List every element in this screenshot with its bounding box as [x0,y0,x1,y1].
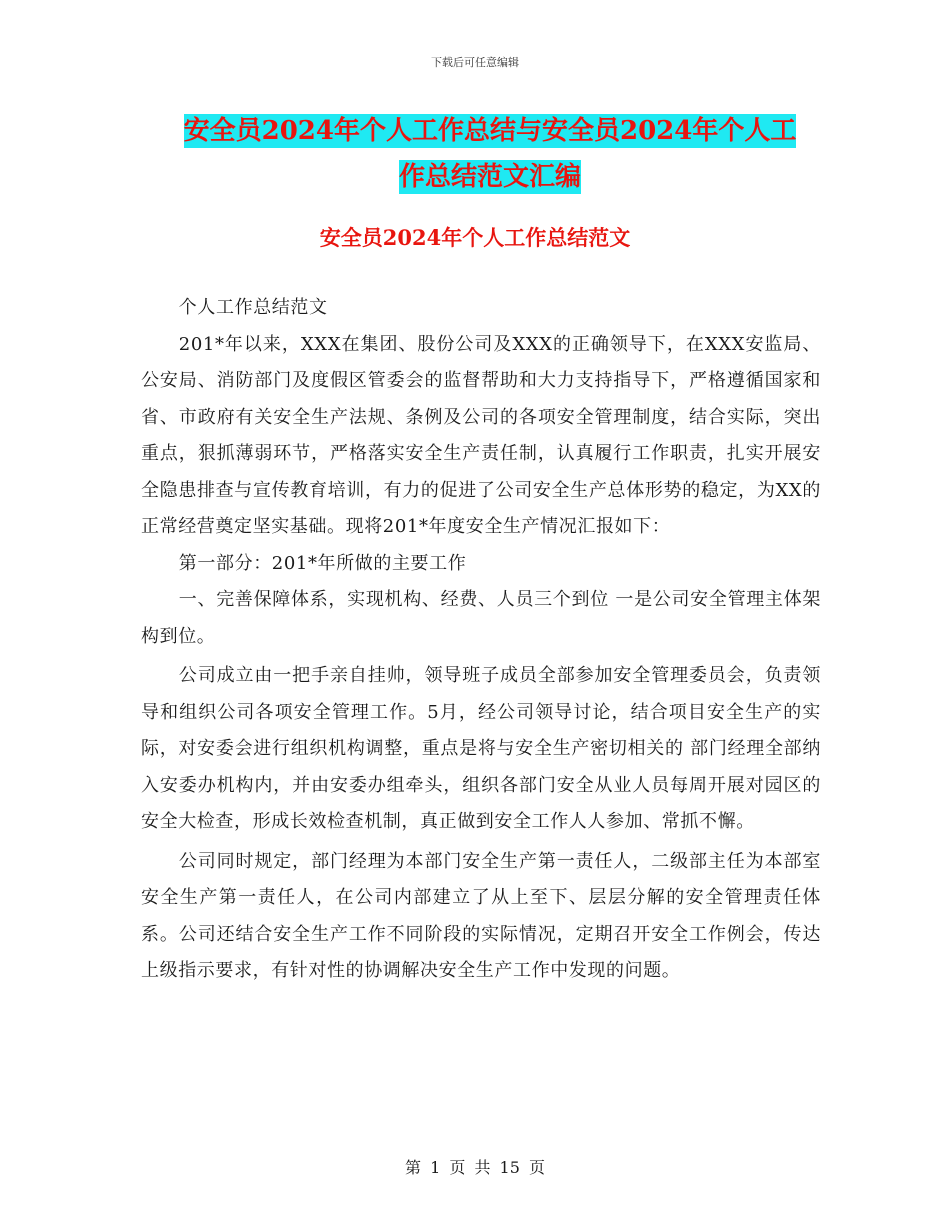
document-title-line-2: 作总结范文汇编 [398,162,581,192]
document-title-line-1: 安全员2024年个人工作总结与安全员2024年个人工 [183,116,797,146]
section-title: 安全员2024年个人工作总结范文 [319,225,631,250]
page-number-footer: 第 1 页 共 15 页 [405,1158,545,1177]
page-header-note: 下载后可任意编辑 [431,56,519,69]
document-title [140,108,840,200]
document-body [141,290,821,990]
paragraph-intro: 201*年以来，XXX在集团、股份公司及XXX的正确领导下，在XXX安监局、公安局、消防部门及度假区管委会的监督帮助和大力支持指导下，严格遵循国家和省、市政府有关安全生产法规、条例及公司的各项安全管理制度，结合实际，突出重点，狠抓薄弱环节，严格落实安全生产责任制，认真履行工作职责，扎实开展安全隐患排查与宣传教育培训，有力的促进了公司安全生产总体形势的稳定，为XX的正常经营奠定坚实基础。现将201*年度安全生产情况汇报如下： [141,333,821,537]
paragraph-part-heading: 第一部分：201*年所做的主要工作 [178,552,467,574]
paragraph-committee: 公司成立由一把手亲自挂帅，领导班子成员全部参加安全管理委员会，负责领导和组织公司各项安全管理工作。5月，经公司领导讨论，结合项目安全生产的实际，对安委会进行组织机构调整，重点是将与安全生产密切相关的 部门经理全部纳入安委办机构内，并由安委办组牵头，组织各部门安全从业人员每周开展对园区的安全大检查，形成长效检查机制，真正做到安全工作人人参加、常抓不懈。 [141,665,821,832]
paragraph-responsibility: 公司同时规定，部门经理为本部门安全生产第一责任人，二级部主任为本部室安全生产第一责任人，在公司内部建立了从上至下、层层分解的安全管理责任体系。公司还结合安全生产工作不同阶段的实际情况，定期召开安全工作例会，传达上级指示要求，有针对性的协调解决安全生产工作中发现的问题。 [141,850,821,981]
paragraph-subtitle: 个人工作总结范文 [178,297,328,318]
paragraph-point-one: 一、完善保障体系，实现机构、经费、人员三个到位 一是公司安全管理主体架构到位。 [141,589,821,647]
